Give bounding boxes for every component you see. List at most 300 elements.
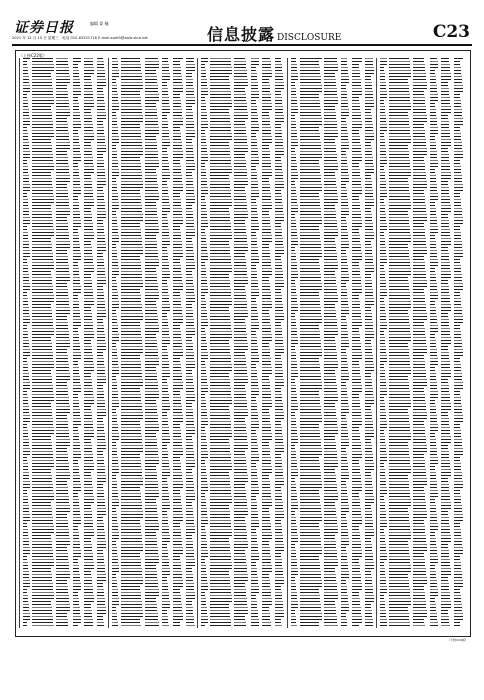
table-cell-texture <box>234 607 248 608</box>
table-cell-texture <box>97 181 106 182</box>
table-cell-texture <box>97 346 106 347</box>
table-cell-texture <box>32 484 53 485</box>
table-cell-texture <box>201 388 208 389</box>
table-cell-texture <box>84 532 94 533</box>
table-cell-texture <box>234 553 245 554</box>
table-cell-texture <box>162 520 168 521</box>
table-cell-texture <box>56 172 69 173</box>
table-cell-texture <box>234 244 248 245</box>
table-cell-texture <box>275 520 281 521</box>
table-cell-texture <box>201 295 205 296</box>
table-cell-texture <box>173 211 182 212</box>
table-cell-texture <box>112 202 119 203</box>
table-cell-texture <box>97 217 106 218</box>
table-cell-texture <box>234 421 245 422</box>
table-cell-texture <box>73 481 80 482</box>
table-cell-texture <box>275 148 284 149</box>
table-row-texture <box>109 532 197 533</box>
table-cell-texture <box>262 226 271 227</box>
table-cell-texture <box>234 448 248 449</box>
table-cell-texture <box>173 520 183 521</box>
table-cell-texture <box>201 445 207 446</box>
table-cell-texture <box>201 373 206 374</box>
table-cell-texture <box>210 616 230 617</box>
table-cell-texture <box>145 181 157 182</box>
table-row-texture <box>288 460 376 461</box>
table-cell-texture <box>210 520 231 521</box>
table-row-texture <box>198 241 286 242</box>
table-cell-texture <box>234 58 245 59</box>
table-row-texture <box>20 607 108 608</box>
table-cell-texture <box>73 451 81 452</box>
table-row-texture <box>198 256 286 257</box>
table-cell-texture <box>162 355 168 356</box>
table-cell-texture <box>121 82 143 83</box>
table-cell-texture <box>173 76 182 77</box>
table-cell-texture <box>97 382 106 383</box>
table-cell-texture <box>291 403 298 404</box>
table-cell-texture <box>210 625 231 626</box>
table-cell-texture <box>291 277 298 278</box>
table-cell-texture <box>262 535 272 536</box>
table-cell-texture <box>275 229 282 230</box>
table-cell-texture <box>210 559 231 560</box>
table-cell-texture <box>234 166 246 167</box>
table-cell-texture <box>73 397 78 398</box>
table-cell-texture <box>262 424 271 425</box>
table-cell-texture <box>145 616 158 617</box>
table-cell-texture <box>173 202 181 203</box>
table-cell-texture <box>262 250 270 251</box>
table-cell-texture <box>112 442 116 443</box>
table-cell-texture <box>145 97 159 98</box>
table-cell-texture <box>186 118 193 119</box>
table-cell-texture <box>365 244 371 245</box>
table-cell-texture <box>97 571 105 572</box>
table-row-texture <box>109 205 197 206</box>
table-cell-texture <box>145 175 157 176</box>
table-row-texture <box>109 322 197 323</box>
table-row-texture <box>109 301 197 302</box>
table-cell-texture <box>162 580 167 581</box>
table-cell-texture <box>56 142 70 143</box>
table-cell-texture <box>291 136 297 137</box>
table-row-texture <box>109 481 197 482</box>
table-cell-texture <box>173 319 183 320</box>
table-cell-texture <box>121 409 142 410</box>
table-cell-texture <box>275 598 282 599</box>
table-cell-texture <box>112 310 116 311</box>
table-cell-texture <box>275 403 283 404</box>
table-cell-texture <box>84 196 93 197</box>
table-cell-texture <box>73 529 78 530</box>
table-cell-texture <box>210 229 231 230</box>
table-row-texture <box>198 391 286 392</box>
table-cell-texture <box>262 502 272 503</box>
table-cell-texture <box>365 382 372 383</box>
table-cell-texture <box>300 340 321 341</box>
table-row-texture <box>198 550 286 551</box>
table-cell-texture <box>56 502 69 503</box>
table-cell-texture <box>365 142 371 143</box>
table-row-texture <box>198 289 286 290</box>
table-cell-texture <box>262 430 271 431</box>
table-cell-texture <box>291 85 295 86</box>
table-row-texture <box>109 496 197 497</box>
date-line: 2021 年 12 月 15 日 星期三 <box>12 36 59 40</box>
table-row-texture <box>288 97 376 98</box>
table-cell-texture <box>352 313 361 314</box>
table-cell-texture <box>112 196 118 197</box>
table-cell-texture <box>173 235 181 236</box>
table-cell-texture <box>162 79 170 80</box>
table-cell-texture <box>23 346 29 347</box>
table-cell-texture <box>56 310 70 311</box>
table-cell-texture <box>145 184 158 185</box>
table-cell-texture <box>234 124 245 125</box>
table-cell-texture <box>341 352 346 353</box>
table-cell-texture <box>162 145 170 146</box>
table-cell-texture <box>23 181 29 182</box>
table-cell-texture <box>291 124 296 125</box>
table-cell-texture <box>121 415 143 416</box>
table-cell-texture <box>262 472 272 473</box>
table-cell-texture <box>275 238 283 239</box>
table-row-texture <box>288 451 376 452</box>
table-cell-texture <box>173 316 183 317</box>
table-cell-texture <box>186 283 193 284</box>
table-cell-texture <box>112 613 117 614</box>
table-cell-texture <box>352 127 362 128</box>
table-cell-texture <box>341 238 348 239</box>
section-subtitle: DISCLOSURE <box>277 33 342 43</box>
table-cell-texture <box>97 286 103 287</box>
table-cell-texture <box>173 544 182 545</box>
table-cell-texture <box>251 463 256 464</box>
table-cell-texture <box>291 415 295 416</box>
table-cell-texture <box>73 601 79 602</box>
table-row-texture <box>198 97 286 98</box>
table-cell-texture <box>324 280 336 281</box>
table-cell-texture <box>162 166 169 167</box>
table-cell-texture <box>32 256 53 257</box>
table-cell-texture <box>121 586 140 587</box>
table-cell-texture <box>275 103 282 104</box>
table-cell-texture <box>162 535 170 536</box>
table-cell-texture <box>73 298 78 299</box>
table-cell-texture <box>291 304 298 305</box>
table-cell-texture <box>112 103 119 104</box>
table-cell-texture <box>173 400 181 401</box>
table-row-texture <box>288 85 376 86</box>
table-cell-texture <box>352 172 360 173</box>
table-row-texture <box>198 148 286 149</box>
table-cell-texture <box>84 301 94 302</box>
table-cell-texture <box>162 322 168 323</box>
table-cell-texture <box>73 271 79 272</box>
table-cell-texture <box>262 439 272 440</box>
table-row-texture <box>20 616 108 617</box>
table-cell-texture <box>112 88 117 89</box>
table-cell-texture <box>234 349 248 350</box>
table-cell-texture <box>173 271 181 272</box>
table-cell-texture <box>186 235 195 236</box>
table-cell-texture <box>162 517 168 518</box>
table-cell-texture <box>56 460 68 461</box>
table-cell-texture <box>97 487 103 488</box>
table-row-texture <box>109 181 197 182</box>
table-row-texture <box>20 370 108 371</box>
table-cell-texture <box>23 190 30 191</box>
table-cell-texture <box>201 247 207 248</box>
table-row-texture <box>109 616 197 617</box>
table-cell-texture <box>145 127 159 128</box>
table-cell-texture <box>112 244 116 245</box>
table-cell-texture <box>262 493 271 494</box>
table-cell-texture <box>201 364 205 365</box>
table-row-texture <box>198 235 286 236</box>
table-cell-texture <box>210 484 230 485</box>
table-cell-texture <box>97 154 103 155</box>
table-cell-texture <box>121 226 140 227</box>
table-cell-texture <box>162 382 167 383</box>
table-cell-texture <box>73 514 80 515</box>
table-cell-texture <box>23 553 30 554</box>
table-cell-texture <box>300 118 322 119</box>
table-cell-texture <box>173 259 180 260</box>
table-cell-texture <box>365 397 374 398</box>
table-row-texture <box>288 166 376 167</box>
table-cell-texture <box>23 388 30 389</box>
table-cell-texture <box>97 64 104 65</box>
table-cell-texture <box>352 385 362 386</box>
table-cell-texture <box>324 391 337 392</box>
table-cell-texture <box>56 214 70 215</box>
table-row-texture <box>288 217 376 218</box>
table-cell-texture <box>201 169 206 170</box>
table-cell-texture <box>210 607 229 608</box>
table-cell-texture <box>300 274 321 275</box>
table-cell-texture <box>291 142 298 143</box>
table-row-texture <box>20 562 108 563</box>
table-cell-texture <box>365 211 371 212</box>
table-cell-texture <box>23 154 30 155</box>
table-cell-texture <box>352 154 362 155</box>
table-cell-texture <box>162 457 168 458</box>
table-cell-texture <box>121 571 142 572</box>
table-cell-texture <box>173 277 182 278</box>
table-cell-texture <box>186 607 193 608</box>
table-row-texture <box>20 160 108 161</box>
table-cell-texture <box>300 439 321 440</box>
table-cell-texture <box>275 535 283 536</box>
table-cell-texture <box>275 538 283 539</box>
table-cell-texture <box>341 163 347 164</box>
table-row-texture <box>20 415 108 416</box>
table-cell-texture <box>234 571 247 572</box>
table-cell-texture <box>162 319 168 320</box>
table-cell-texture <box>121 466 141 467</box>
table-row-texture <box>288 136 376 137</box>
table-cell-texture <box>73 439 79 440</box>
table-cell-texture <box>73 472 79 473</box>
table-cell-texture <box>291 226 296 227</box>
table-cell-texture <box>145 178 157 179</box>
table-cell-texture <box>352 463 359 464</box>
table-cell-texture <box>145 85 158 86</box>
table-cell-texture <box>145 112 157 113</box>
table-cell-texture <box>201 157 208 158</box>
table-cell-texture <box>32 409 52 410</box>
table-cell-texture <box>112 274 119 275</box>
table-cell-texture <box>234 133 246 134</box>
table-row-texture <box>198 385 286 386</box>
table-cell-texture <box>365 187 372 188</box>
table-cell-texture <box>365 274 371 275</box>
table-cell-texture <box>173 589 180 590</box>
table-cell-texture <box>201 592 205 593</box>
table-cell-texture <box>275 85 284 86</box>
table-cell-texture <box>251 406 257 407</box>
table-cell-texture <box>300 271 320 272</box>
table-cell-texture <box>112 217 117 218</box>
table-cell-texture <box>210 532 232 533</box>
table-row-texture <box>288 481 376 482</box>
table-row-texture <box>198 292 286 293</box>
table-cell-texture <box>234 202 247 203</box>
table-cell-texture <box>300 409 321 410</box>
table-cell-texture <box>186 94 194 95</box>
table-cell-texture <box>173 352 183 353</box>
table-row-texture <box>288 418 376 419</box>
table-cell-texture <box>84 424 93 425</box>
table-cell-texture <box>300 184 322 185</box>
table-row-texture <box>20 157 108 158</box>
table-cell-texture <box>121 574 142 575</box>
table-cell-texture <box>112 538 119 539</box>
table-cell-texture <box>56 535 69 536</box>
table-cell-texture <box>186 337 192 338</box>
table-cell-texture <box>341 193 347 194</box>
table-cell-texture <box>32 367 54 368</box>
table-cell-texture <box>23 610 29 611</box>
table-row-texture <box>20 334 108 335</box>
table-cell-texture <box>352 442 361 443</box>
table-cell-texture <box>210 226 231 227</box>
table-cell-texture <box>341 145 349 146</box>
table-cell-texture <box>300 145 321 146</box>
table-cell-texture <box>262 229 271 230</box>
table-cell-texture <box>32 616 53 617</box>
table-row-texture <box>288 268 376 269</box>
table-cell-texture <box>23 211 29 212</box>
table-cell-texture <box>275 67 282 68</box>
table-row-texture <box>198 475 286 476</box>
table-cell-texture <box>56 271 69 272</box>
table-cell-texture <box>112 535 119 536</box>
table-cell-texture <box>341 367 348 368</box>
table-cell-texture <box>112 616 117 617</box>
table-row-texture <box>20 592 108 593</box>
table-cell-texture <box>23 625 27 626</box>
table-cell-texture <box>324 409 336 410</box>
table-row-texture <box>20 556 108 557</box>
table-cell-texture <box>112 238 119 239</box>
table-cell-texture <box>210 286 230 287</box>
table-cell-texture <box>275 586 281 587</box>
table-cell-texture <box>275 328 282 329</box>
table-cell-texture <box>73 454 81 455</box>
table-cell-texture <box>84 328 93 329</box>
table-cell-texture <box>341 391 347 392</box>
table-cell-texture <box>23 250 30 251</box>
table-cell-texture <box>251 415 258 416</box>
table-cell-texture <box>234 130 246 131</box>
table-cell-texture <box>97 301 105 302</box>
table-cell-texture <box>210 214 230 215</box>
table-cell-texture <box>234 499 247 500</box>
table-cell-texture <box>56 448 67 449</box>
table-cell-texture <box>251 598 256 599</box>
table-cell-texture <box>234 340 247 341</box>
table-cell-texture <box>234 397 246 398</box>
table-cell-texture <box>162 226 168 227</box>
table-cell-texture <box>300 94 319 95</box>
table-cell-texture <box>352 79 361 80</box>
table-cell-texture <box>300 202 320 203</box>
table-row-texture <box>288 397 376 398</box>
table-cell-texture <box>352 184 361 185</box>
table-cell-texture <box>73 229 78 230</box>
table-cell-texture <box>97 316 106 317</box>
table-row-texture <box>20 121 108 122</box>
table-cell-texture <box>97 526 104 527</box>
table-cell-texture <box>234 424 246 425</box>
table-cell-texture <box>97 103 105 104</box>
table-cell-texture <box>341 109 349 110</box>
table-cell-texture <box>56 595 69 596</box>
table-cell-texture <box>234 541 248 542</box>
table-cell-texture <box>23 409 29 410</box>
table-cell-texture <box>121 265 141 266</box>
table-row-texture <box>20 385 108 386</box>
table-cell-texture <box>73 388 81 389</box>
table-cell-texture <box>97 292 104 293</box>
table-cell-texture <box>23 493 27 494</box>
table-cell-texture <box>352 391 362 392</box>
table-row-texture <box>20 604 108 605</box>
table-cell-texture <box>162 277 170 278</box>
table-cell-texture <box>186 625 195 626</box>
table-cell-texture <box>234 220 245 221</box>
table-row-texture <box>198 445 286 446</box>
table-cell-texture <box>341 436 348 437</box>
table-cell-texture <box>341 454 347 455</box>
table-cell-texture <box>23 421 30 422</box>
table-cell-texture <box>324 367 338 368</box>
table-cell-texture <box>300 346 321 347</box>
table-cell-texture <box>162 283 167 284</box>
table-cell-texture <box>352 64 359 65</box>
table-cell-texture <box>173 556 180 557</box>
table-cell-texture <box>56 547 67 548</box>
table-cell-texture <box>291 388 296 389</box>
table-cell-texture <box>210 454 231 455</box>
table-cell-texture <box>324 466 338 467</box>
table-cell-texture <box>162 358 168 359</box>
table-cell-texture <box>365 70 374 71</box>
table-cell-texture <box>262 511 269 512</box>
